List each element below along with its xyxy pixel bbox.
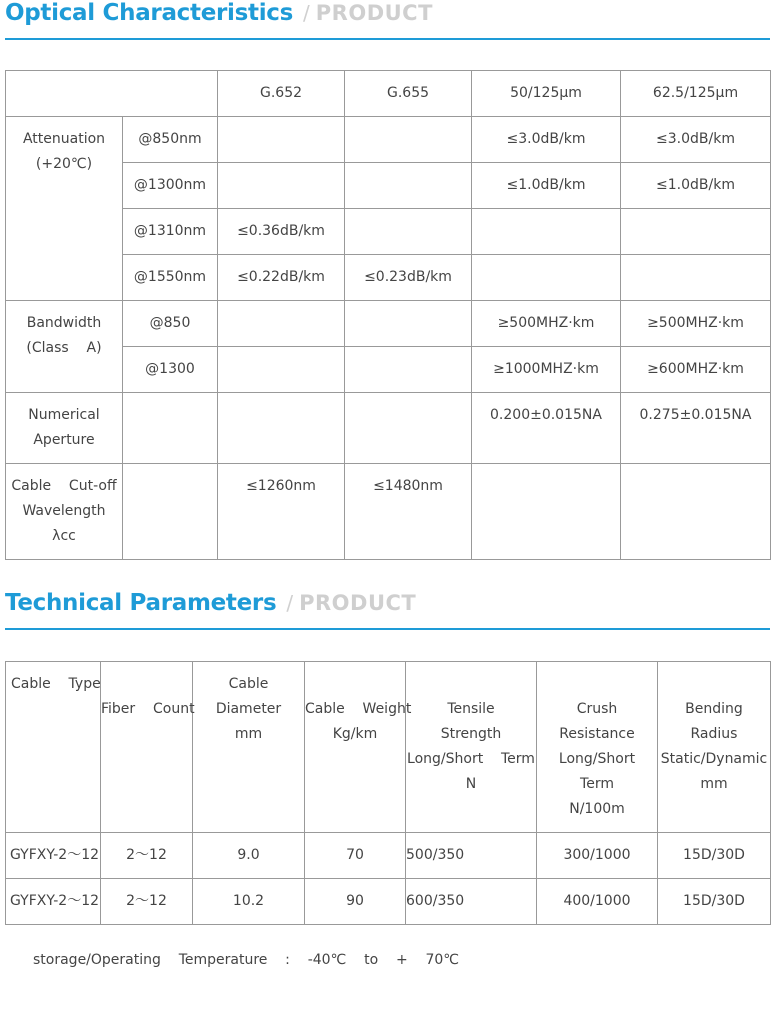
table-cell: ≤1.0dB/km	[621, 163, 771, 209]
header-tensile	[406, 662, 537, 833]
table-cell: ≤0.22dB/km	[218, 255, 345, 301]
cutoff-label-line3: λcc	[52, 528, 76, 544]
table-row	[6, 464, 771, 560]
cell-fiber-count: 2～12	[101, 879, 193, 925]
tech-section-subtitle: PRODUCT	[299, 591, 417, 615]
optical-section-title: Optical Characteristics	[5, 0, 294, 26]
optical-section-header	[5, 0, 770, 40]
cell-fiber-count: 2～12	[101, 833, 193, 879]
table-header-row	[6, 71, 771, 117]
optical-characteristics-table	[5, 70, 771, 560]
attenuation-label-line2: (+20℃)	[35, 156, 93, 172]
table-cell	[218, 393, 345, 464]
cell-bending: 15D/30D	[658, 833, 771, 879]
cell-diameter: 10.2	[193, 879, 305, 925]
table-row	[6, 833, 771, 879]
table-row	[6, 393, 771, 464]
cell-tensile: 600/350	[406, 879, 537, 925]
header-cell: G.655	[345, 71, 472, 117]
cutoff-label-line1: Cable Cut-off	[11, 478, 117, 494]
numerical-aperture-label	[6, 393, 123, 464]
header-bending-line3: Static/Dynamic	[660, 751, 768, 767]
header-tensile-line3: Long/Short Term	[407, 751, 535, 767]
header-weight-line1: Cable Weight	[305, 701, 412, 717]
header-diameter-line3: mm	[234, 726, 263, 742]
header-crush-line1: Crush	[576, 701, 618, 717]
table-cell: ≥1000MHZ·km	[472, 347, 621, 393]
bandwidth-label	[6, 301, 123, 393]
header-cell: 50/125μm	[472, 71, 621, 117]
table-cell	[345, 209, 472, 255]
table-cell	[123, 464, 218, 560]
header-diameter	[193, 662, 305, 833]
title-separator: /	[286, 591, 294, 615]
header-cable-type: Cable Type	[6, 662, 101, 833]
header-bending-line1: Bending	[685, 701, 743, 717]
temperature-note: storage/Operating Temperature : -40℃ to + 70℃	[33, 952, 460, 968]
table-row	[6, 879, 771, 925]
attenuation-label-line1: Attenuation	[22, 131, 106, 147]
header-tensile-line2: Strength	[440, 726, 502, 742]
wavelength-cell: @1300nm	[123, 163, 218, 209]
table-cell: ≥500MHZ·km	[621, 301, 771, 347]
table-cell: ≤0.23dB/km	[345, 255, 472, 301]
table-cell	[472, 464, 621, 560]
cell-crush: 300/1000	[537, 833, 658, 879]
attenuation-label	[6, 117, 123, 301]
optical-section-subtitle: PRODUCT	[315, 1, 433, 25]
header-blank-cell	[6, 71, 218, 117]
wavelength-cell: @850	[123, 301, 218, 347]
wavelength-cell: @850nm	[123, 117, 218, 163]
header-fiber-count: Fiber Count	[101, 662, 193, 833]
table-cell	[218, 117, 345, 163]
table-cell: ≤3.0dB/km	[621, 117, 771, 163]
bandwidth-label-line1: Bandwidth	[26, 315, 102, 331]
table-cell: 0.200±0.015NA	[472, 393, 621, 464]
tech-section-title: Technical Parameters	[5, 590, 277, 616]
table-row	[6, 301, 771, 347]
tech-section-header	[5, 590, 770, 630]
header-diameter-line1: Cable	[228, 676, 269, 692]
cell-weight: 70	[305, 833, 406, 879]
table-cell: ≤1480nm	[345, 464, 472, 560]
table-cell	[472, 255, 621, 301]
cell-tensile: 500/350	[406, 833, 537, 879]
cutoff-label	[6, 464, 123, 560]
header-crush-line4: Term	[580, 776, 614, 792]
header-bending-line2: Radius	[690, 726, 738, 742]
wavelength-cell: @1550nm	[123, 255, 218, 301]
wavelength-cell: @1300	[123, 347, 218, 393]
table-cell	[345, 117, 472, 163]
header-bending	[658, 662, 771, 833]
table-cell: ≥600MHZ·km	[621, 347, 771, 393]
title-separator: /	[303, 1, 310, 25]
table-header-row	[6, 662, 771, 833]
na-label-line1: Numerical	[28, 407, 100, 423]
cell-diameter: 9.0	[193, 833, 305, 879]
na-label-line2: Aperture	[33, 432, 95, 448]
header-crush	[537, 662, 658, 833]
header-cell: 62.5/125μm	[621, 71, 771, 117]
table-cell	[218, 301, 345, 347]
table-cell	[123, 393, 218, 464]
table-cell	[345, 393, 472, 464]
bandwidth-label-line2: (Class A)	[26, 340, 102, 356]
cell-weight: 90	[305, 879, 406, 925]
cell-cable-type: GYFXY-2～12	[6, 879, 101, 925]
table-cell: ≥500MHZ·km	[472, 301, 621, 347]
table-cell	[345, 347, 472, 393]
header-weight	[305, 662, 412, 833]
header-cell: G.652	[218, 71, 345, 117]
header-crush-line5: N/100m	[569, 801, 625, 817]
table-cell: ≤3.0dB/km	[472, 117, 621, 163]
table-cell	[621, 255, 771, 301]
header-diameter-line2: Diameter	[215, 701, 282, 717]
table-cell	[621, 209, 771, 255]
technical-parameters-table	[5, 661, 771, 925]
header-bending-line4: mm	[700, 776, 728, 792]
cell-crush: 400/1000	[537, 879, 658, 925]
table-cell	[345, 163, 472, 209]
header-weight-line2: Kg/km	[332, 726, 378, 742]
cell-cable-type: GYFXY-2～12	[6, 833, 101, 879]
table-cell	[218, 163, 345, 209]
header-tensile-line4: N	[465, 776, 477, 792]
table-cell: ≤0.36dB/km	[218, 209, 345, 255]
cutoff-label-line2: Wavelength	[22, 503, 106, 519]
table-cell: 0.275±0.015NA	[621, 393, 771, 464]
table-cell	[472, 209, 621, 255]
wavelength-cell: @1310nm	[123, 209, 218, 255]
header-crush-line2: Resistance	[559, 726, 635, 742]
table-cell	[218, 347, 345, 393]
header-crush-line3: Long/Short	[558, 751, 636, 767]
table-cell: ≤1260nm	[218, 464, 345, 560]
table-cell: ≤1.0dB/km	[472, 163, 621, 209]
table-cell	[621, 464, 771, 560]
table-cell	[345, 301, 472, 347]
header-tensile-line1: Tensile	[447, 701, 495, 717]
cell-bending: 15D/30D	[658, 879, 771, 925]
table-row	[6, 117, 771, 163]
